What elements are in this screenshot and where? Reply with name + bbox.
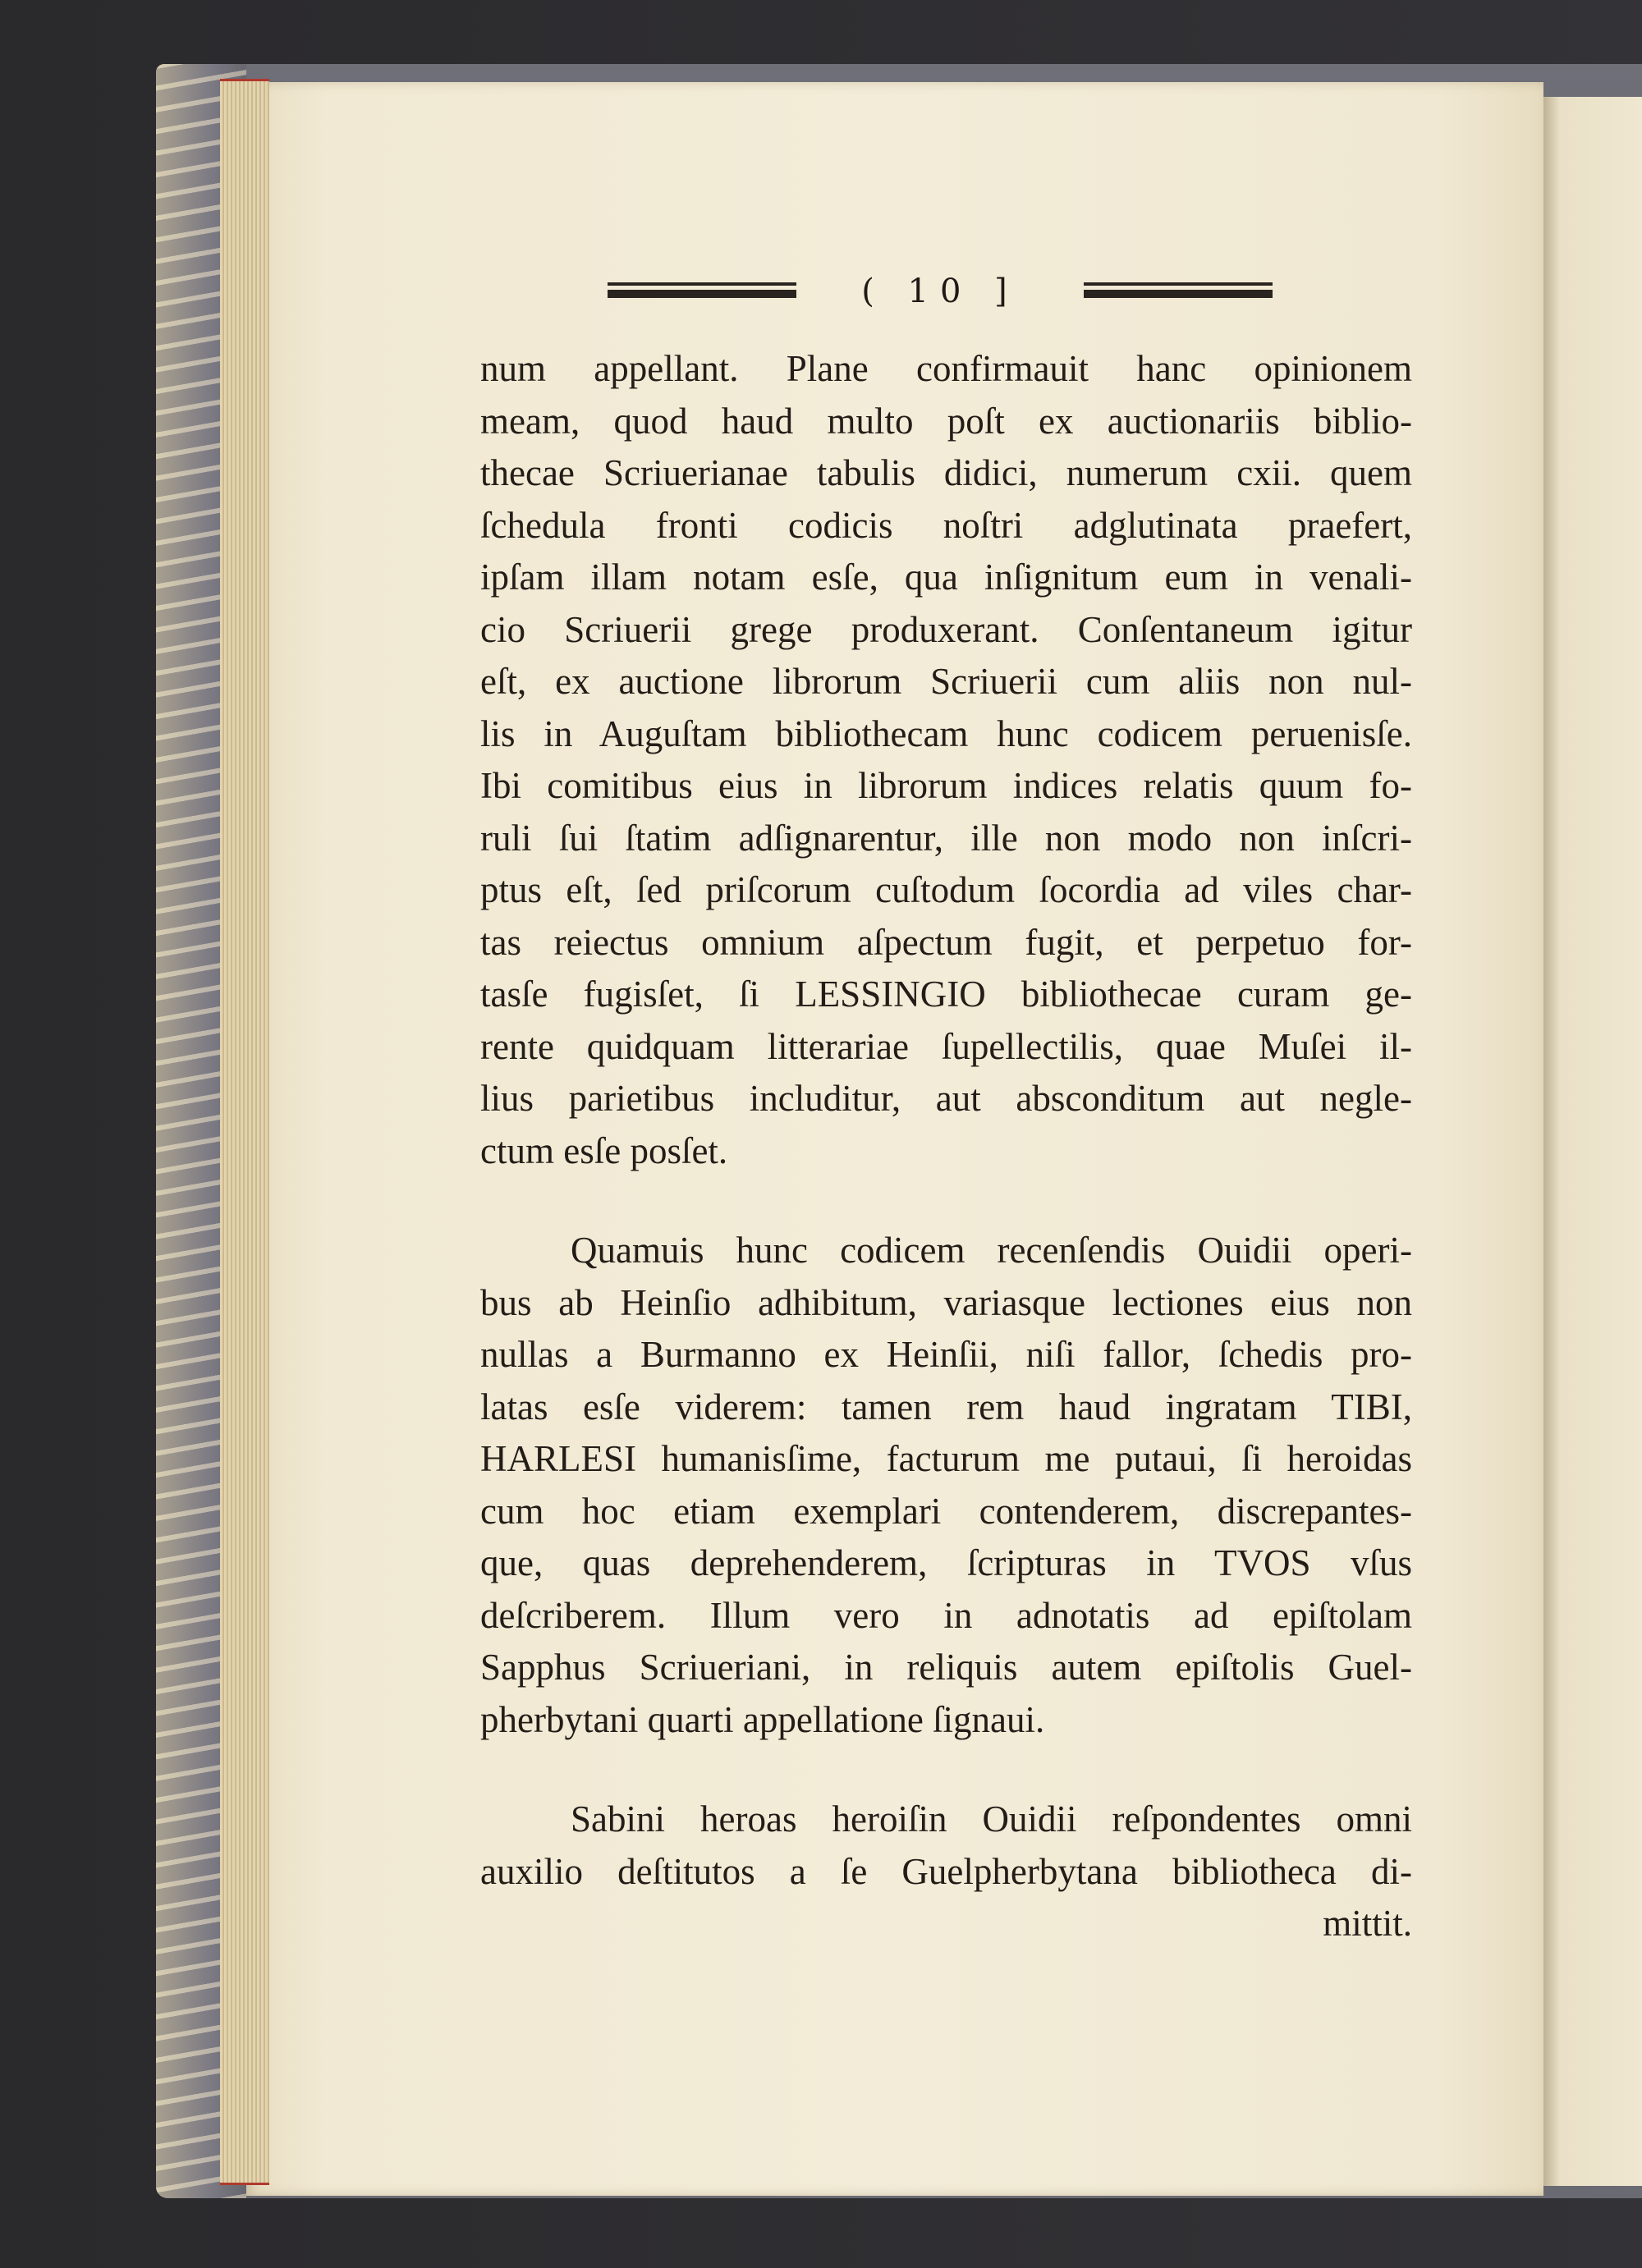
text-line: ruli ſui ſtatim adſignarentur, ille non modo non inſcri- <box>480 817 1412 859</box>
text-line: que, quas deprehenderem, ſcripturas in TVOS vſus <box>480 1542 1412 1583</box>
text-line: bus ab Heinſio adhibitum, variasque lectiones eius non <box>480 1281 1412 1323</box>
text-line: rente quidquam litterariae ſupellectilis, quae Muſei il- <box>480 1025 1412 1067</box>
text-line: lis in Auguſtam bibliothecam hunc codicem peruenisſe. <box>480 712 1412 754</box>
text-line: ctum esſe posſet. <box>480 1129 728 1171</box>
running-head <box>608 274 1273 314</box>
text-line: thecae Scriuerianae tabulis didici, numerum cxii. quem <box>480 452 1412 493</box>
text-line: ſchedula fronti codicis noſtri adglutinata praefert, <box>480 504 1412 546</box>
paragraph-gap <box>480 1746 1412 1794</box>
text-line: cio Scriuerii grege produxerant. Conſentaneum igitur <box>480 608 1412 650</box>
text-line: pherbytani quarti appellatione ſignaui. <box>480 1698 1045 1740</box>
text-line: Sapphus Scriueriani, in reliquis autem epiſtolis Guel- <box>480 1647 1412 1688</box>
text-line: latas esſe viderem: tamen rem haud ingratam TIBI, <box>480 1386 1412 1427</box>
text-line: ipſam illam notam esſe, qua inſignitum eum in venali- <box>480 557 1412 598</box>
page-number: ( 10 ] <box>861 273 1019 310</box>
text-line: cum hoc etiam exemplari contenderem, discrepantes- <box>480 1490 1412 1532</box>
text-line: nullas a Burmanno ex Heinſii, niſi fallor, ſchedis pro- <box>480 1334 1412 1375</box>
text-line: auxilio deſtitutos a ſe Guelpherbytana bibliotheca di- <box>480 1850 1412 1892</box>
text-line: Ibi comitibus eius in librorum indices relatis quum fo- <box>480 765 1412 806</box>
text-line: HARLESI humanisſime, facturum me putaui, ſi heroidas <box>480 1438 1412 1479</box>
text-line: mittit. <box>1323 1903 1412 1944</box>
text-line: Sabini heroas heroiſin Ouidii reſpondentes omni <box>571 1798 1412 1840</box>
facing-page-edge <box>1542 97 1642 2186</box>
text-line: ptus eſt, ſed priſcorum cuſtodum ſocordia ad viles char- <box>480 869 1412 910</box>
paragraph-2 <box>480 1225 1412 1746</box>
paragraph-1 <box>480 343 1412 1177</box>
text-line: eſt, ex auctione librorum Scriuerii cum aliis non nul- <box>480 661 1412 702</box>
text-line: num appellant. Plane confirmauit hanc opinionem <box>480 348 1412 389</box>
text-line: deſcriberem. Illum vero in adnotatis ad epiſtolam <box>480 1594 1412 1636</box>
text-line: Quamuis hunc codicem recenſendis Ouidii operi- <box>571 1230 1412 1271</box>
text-line: tas reiectus omnium aſpectum fugit, et perpetuo for- <box>480 921 1412 963</box>
page-stack-edge <box>220 79 269 2185</box>
paragraph-gap <box>480 1177 1412 1225</box>
text-line: tasſe fugisſet, ſi LESSINGIO bibliothecae curam ge- <box>480 974 1412 1015</box>
text-line: meam, quod haud multo poſt ex auctionariis biblio- <box>480 400 1412 442</box>
ornamental-rule-left <box>608 282 796 302</box>
body-text <box>480 343 1412 1950</box>
ornamental-rule-right <box>1084 282 1273 302</box>
paragraph-3 <box>480 1794 1412 1950</box>
text-line: lius parietibus includitur, aut absconditum aut negle- <box>480 1078 1412 1119</box>
